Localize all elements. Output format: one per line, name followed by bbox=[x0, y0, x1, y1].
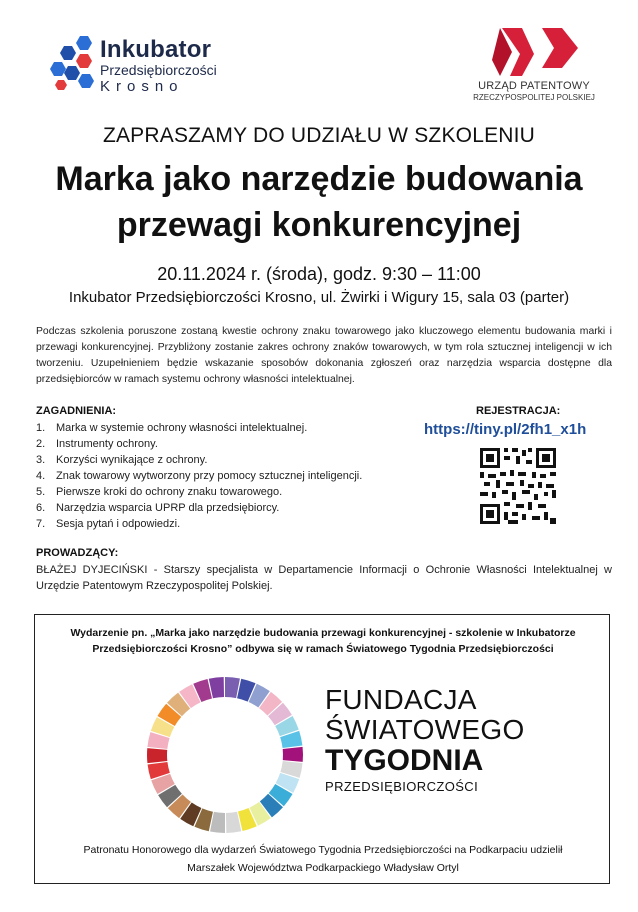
list-item-text: Narzędzia wsparcia UPRP dla przedsiębiorcy. bbox=[56, 502, 280, 514]
list-item bbox=[36, 500, 436, 516]
list-item bbox=[36, 468, 436, 484]
inkubator-logo bbox=[50, 32, 250, 94]
foundation-box bbox=[34, 614, 610, 884]
list-item bbox=[36, 516, 436, 532]
registration-link[interactable]: https://tiny.pl/2fh1_x1h bbox=[424, 421, 587, 438]
uprp-name-line1: URZĄD PATENTOWY bbox=[478, 80, 590, 92]
foundation-word2: ŚWIATOWEGO bbox=[325, 714, 525, 745]
box-footer-text bbox=[35, 841, 611, 877]
list-item-text: Marka w systemie ochrony własności intelektualnej. bbox=[56, 422, 308, 434]
uprp-emblem-icon bbox=[470, 24, 598, 80]
ring-segment bbox=[147, 748, 167, 763]
list-item-number: 5. bbox=[36, 486, 46, 498]
registration-heading: REJESTRACJA: bbox=[476, 405, 561, 417]
list-item bbox=[36, 420, 436, 436]
qr-code-icon[interactable] bbox=[478, 446, 558, 526]
logo-text-krosno: Krosno bbox=[100, 78, 184, 95]
foundation-ring-logo-icon bbox=[145, 675, 305, 835]
title-line2: przewagi konkurencyjnej bbox=[116, 206, 522, 244]
list-item-number: 2. bbox=[36, 438, 46, 450]
topics-heading: ZAGADNIENIA: bbox=[36, 405, 117, 417]
box-intro-line2: Przedsiębiorczości Krosno” odbywa się w ramach Światowego Tygodnia Przedsiębiorczości bbox=[92, 643, 554, 655]
invite-heading: ZAPRASZAMY DO UDZIAŁU W SZKOLENIU bbox=[102, 124, 536, 147]
list-item-text: Sesja pytań i odpowiedzi. bbox=[56, 518, 181, 530]
description-paragraph: Podczas szkolenia poruszone zostaną kwestie ochrony znaku towarowego jako kluczowego elementu budowania marki i przewagi konkurencyjnej. Przybliżony zostanie zakres ochrony znaków towarowych, w tym rola sztucznej inteligencji w ich tworzeniu. Uzupełnieniem będzie wskazanie sposobów dokonania zgłoszeń oraz narzędzia wsparcia dostępne dla przedsiębiorców w ramach systemu ochrony własności intelektualnej. bbox=[36, 326, 612, 385]
list-item-text: Korzyści wynikające z ochrony. bbox=[56, 454, 208, 466]
list-item bbox=[36, 484, 436, 500]
list-item bbox=[36, 452, 436, 468]
lecturer-text: BŁAŻEJ DYJECIŃSKI - Starszy specjalista w Departamencie Informacji o Ochronie Własności Intelektualnej w Urzędzie Patentowym Rzeczypospolitej Polskiej. bbox=[36, 564, 612, 592]
foundation-word1: FUNDACJA bbox=[325, 684, 477, 715]
uprp-logo bbox=[470, 24, 600, 106]
hexagon-cluster-icon bbox=[50, 32, 98, 92]
ring-segment bbox=[283, 747, 303, 762]
event-location: Inkubator Przedsiębiorczości Krosno, ul. Żwirki i Wigury 15, sala 03 (parter) bbox=[68, 289, 570, 306]
list-item-text: Pierwsze kroki do ochrony znaku towarowego. bbox=[56, 486, 283, 498]
box-intro-line1: Wydarzenie pn. „Marka jako narzędzie budowania przewagi konkurencyjnej - szkolenie w Inkubatorze bbox=[70, 627, 576, 639]
list-item bbox=[36, 436, 436, 452]
foundation-word4: PRZEDSIĘBIORCZOŚCI bbox=[325, 779, 479, 794]
foundation-word3: TYGODNIA bbox=[325, 744, 484, 777]
list-item-text: Znak towarowy wytworzony przy pomocy sztucznej inteligencji. bbox=[56, 470, 363, 482]
title-line1: Marka jako narzędzie budowania bbox=[55, 160, 583, 198]
list-item-number: 4. bbox=[36, 470, 46, 482]
ring-segment bbox=[225, 677, 240, 698]
list-item-number: 3. bbox=[36, 454, 46, 466]
list-item-text: Instrumenty ochrony. bbox=[56, 438, 158, 450]
list-item-number: 7. bbox=[36, 518, 46, 530]
foundation-wordmark bbox=[325, 685, 525, 794]
topics-list bbox=[36, 420, 436, 532]
lecturer-heading: PROWADZĄCY: bbox=[36, 547, 119, 559]
box-intro-text bbox=[35, 625, 611, 657]
event-datetime: 20.11.2024 r. (środa), godz. 9:30 – 11:00 bbox=[157, 264, 481, 284]
list-item-number: 1. bbox=[36, 422, 46, 434]
logo-text-inkubator: Inkubator bbox=[100, 36, 212, 63]
box-footer-line1: Patronatu Honorowego dla wydarzeń Światowego Tygodnia Przedsiębiorczości na Podkarpaciu udzielił bbox=[83, 844, 563, 856]
ring-segment bbox=[210, 812, 225, 833]
uprp-name-line2: RZECZYPOSPOLITEJ POLSKIEJ bbox=[473, 93, 595, 102]
box-footer-line2: Marszałek Województwa Podkarpackiego Władysław Ortyl bbox=[187, 862, 459, 874]
logo-text-przedsiebiorczosci: Przedsiębiorczości bbox=[100, 62, 217, 78]
list-item-number: 6. bbox=[36, 502, 46, 514]
